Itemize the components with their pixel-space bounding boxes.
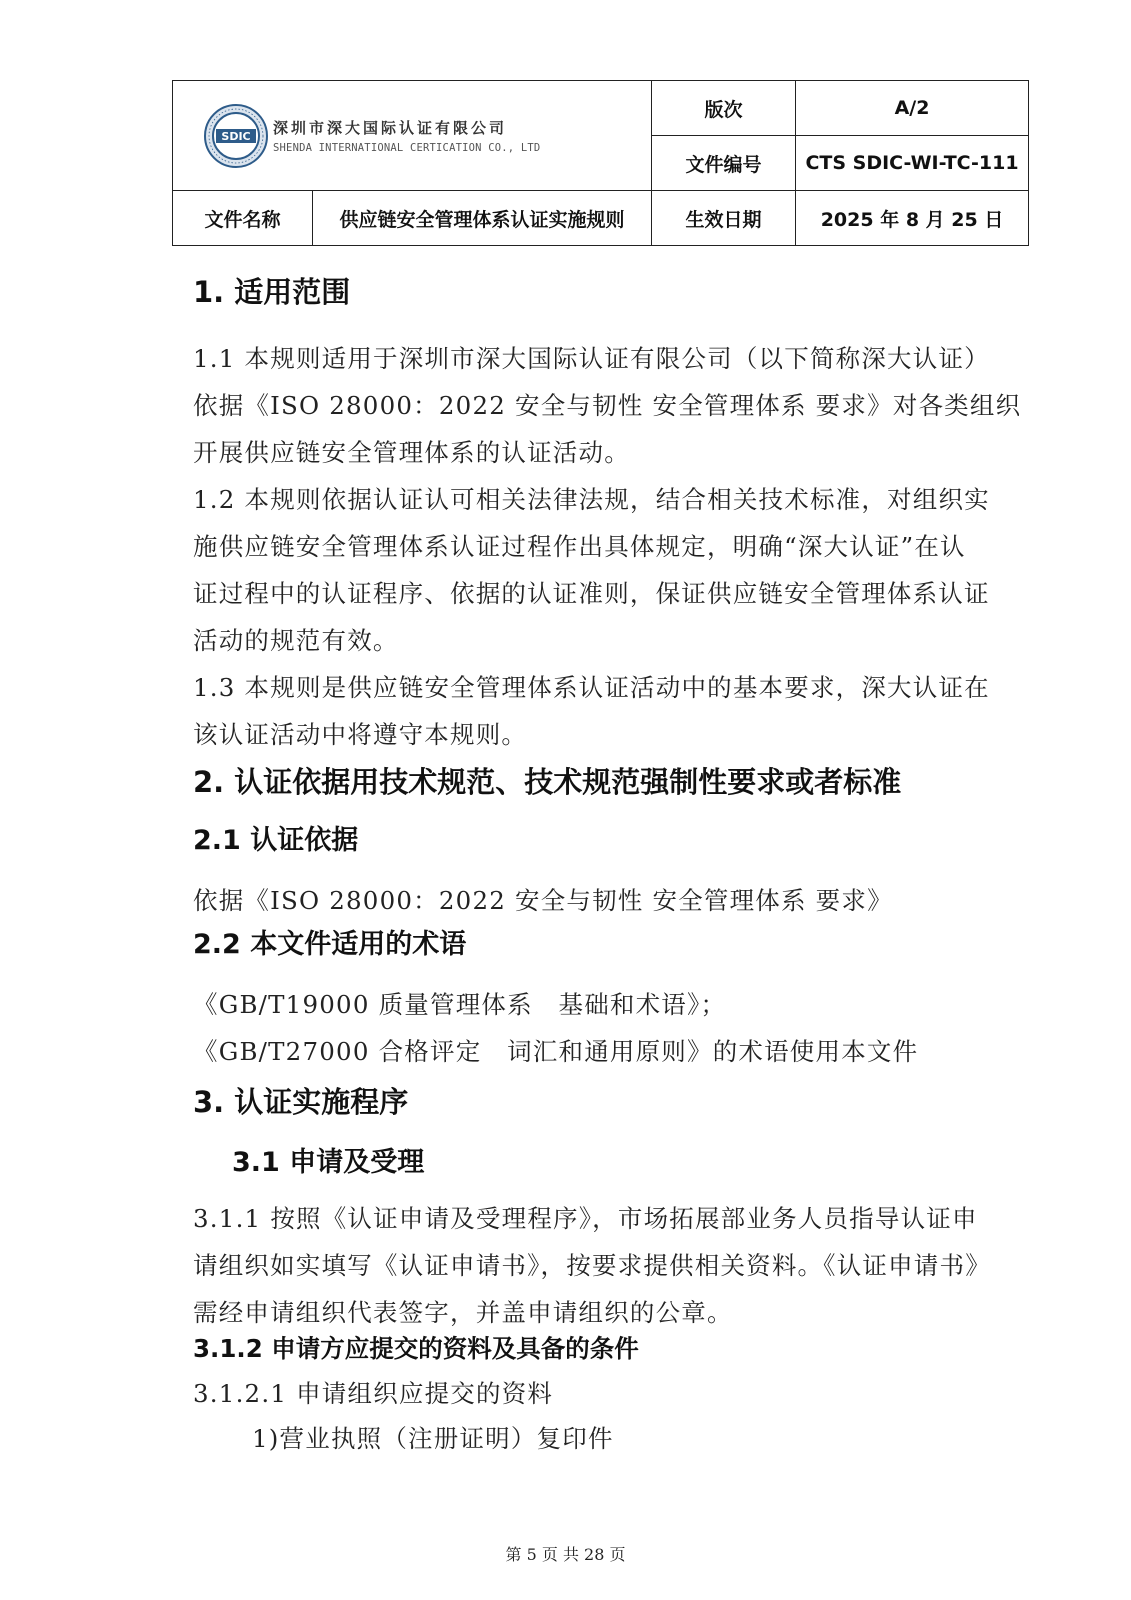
paragraph-line: 1)营业执照（注册证明）复印件 — [252, 1424, 614, 1453]
paragraph-line: 施供应链安全管理体系认证过程作出具体规定，明确“深大认证”在认 — [193, 532, 966, 561]
company-name-cn: 深圳市深大国际认证有限公司 — [273, 119, 508, 137]
logo-cell — [173, 81, 652, 191]
paragraph-line: 依据《ISO 28000：2022 安全与韧性 安全管理体系 要求》对各类组织 — [193, 391, 1022, 420]
paragraph-line: 3.1.1 按照《认证申请及受理程序》，市场拓展部业务人员指导认证申 — [193, 1204, 978, 1233]
document-header-table — [172, 80, 1029, 246]
page-number: 第 5 页 共 28 页 — [505, 1545, 626, 1564]
paragraph-line: 证过程中的认证程序、依据的认证准则，保证供应链安全管理体系认证 — [193, 579, 990, 608]
paragraph-line: 1.2 本规则依据认证认可相关法律法规，结合相关技术标准，对组织实 — [193, 485, 990, 514]
company-name-block — [273, 117, 540, 154]
effective-value: 2025 年 8 月 25 日 — [796, 191, 1029, 246]
section-heading: 1. 适用范围 — [193, 275, 351, 309]
paragraph-line: 依据《ISO 28000：2022 安全与韧性 安全管理体系 要求》 — [193, 886, 893, 915]
section-heading: 2. 认证依据用技术规范、技术规范强制性要求或者标准 — [193, 765, 902, 799]
paragraph-line: 1.3 本规则是供应链安全管理体系认证活动中的基本要求，深大认证在 — [193, 673, 990, 702]
subsection-heading: 3.1 申请及受理 — [232, 1147, 425, 1178]
company-name-en: SHENDA INTERNATIONAL CERTICATION CO., LTD — [273, 142, 541, 154]
paragraph-line: 该认证活动中将遵守本规则。 — [193, 720, 528, 749]
paragraph-line: 需经申请组织代表签字，并盖申请组织的公章。 — [193, 1298, 733, 1327]
logo-text: SDIC — [221, 129, 251, 143]
paragraph-line: 请组织如实填写《认证申请书》，按要求提供相关资料。《认证申请书》 — [193, 1251, 991, 1280]
section-heading: 3. 认证实施程序 — [193, 1085, 409, 1119]
paragraph-line: 《GB/T27000 合格评定 词汇和通用原则》的术语使用本文件 — [193, 1037, 919, 1066]
paragraph-line: 《GB/T19000 质量管理体系 基础和术语》； — [193, 990, 727, 1019]
docname-value: 供应链安全管理体系认证实施规则 — [313, 191, 652, 246]
docno-label: 文件编号 — [652, 136, 796, 191]
version-label: 版次 — [652, 81, 796, 136]
paragraph-line: 3.1.2.1 申请组织应提交的资料 — [193, 1379, 554, 1408]
version-value: A/2 — [796, 81, 1029, 136]
paragraph-line: 活动的规范有效。 — [193, 626, 399, 655]
paragraph-line: 1.1 本规则适用于深圳市深大国际认证有限公司（以下简称深大认证） — [193, 344, 990, 373]
subsection-heading: 3.1.2 申请方应提交的资料及具备的条件 — [193, 1334, 639, 1363]
docname-label: 文件名称 — [173, 191, 313, 246]
company-seal-icon — [203, 103, 269, 169]
paragraph-line: 开展供应链安全管理体系的认证活动。 — [193, 438, 630, 467]
subsection-heading: 2.2 本文件适用的术语 — [193, 929, 467, 960]
docno-value: CTS SDIC-WI-TC-111 — [796, 136, 1029, 191]
subsection-heading: 2.1 认证依据 — [193, 825, 359, 856]
effective-label: 生效日期 — [652, 191, 796, 246]
